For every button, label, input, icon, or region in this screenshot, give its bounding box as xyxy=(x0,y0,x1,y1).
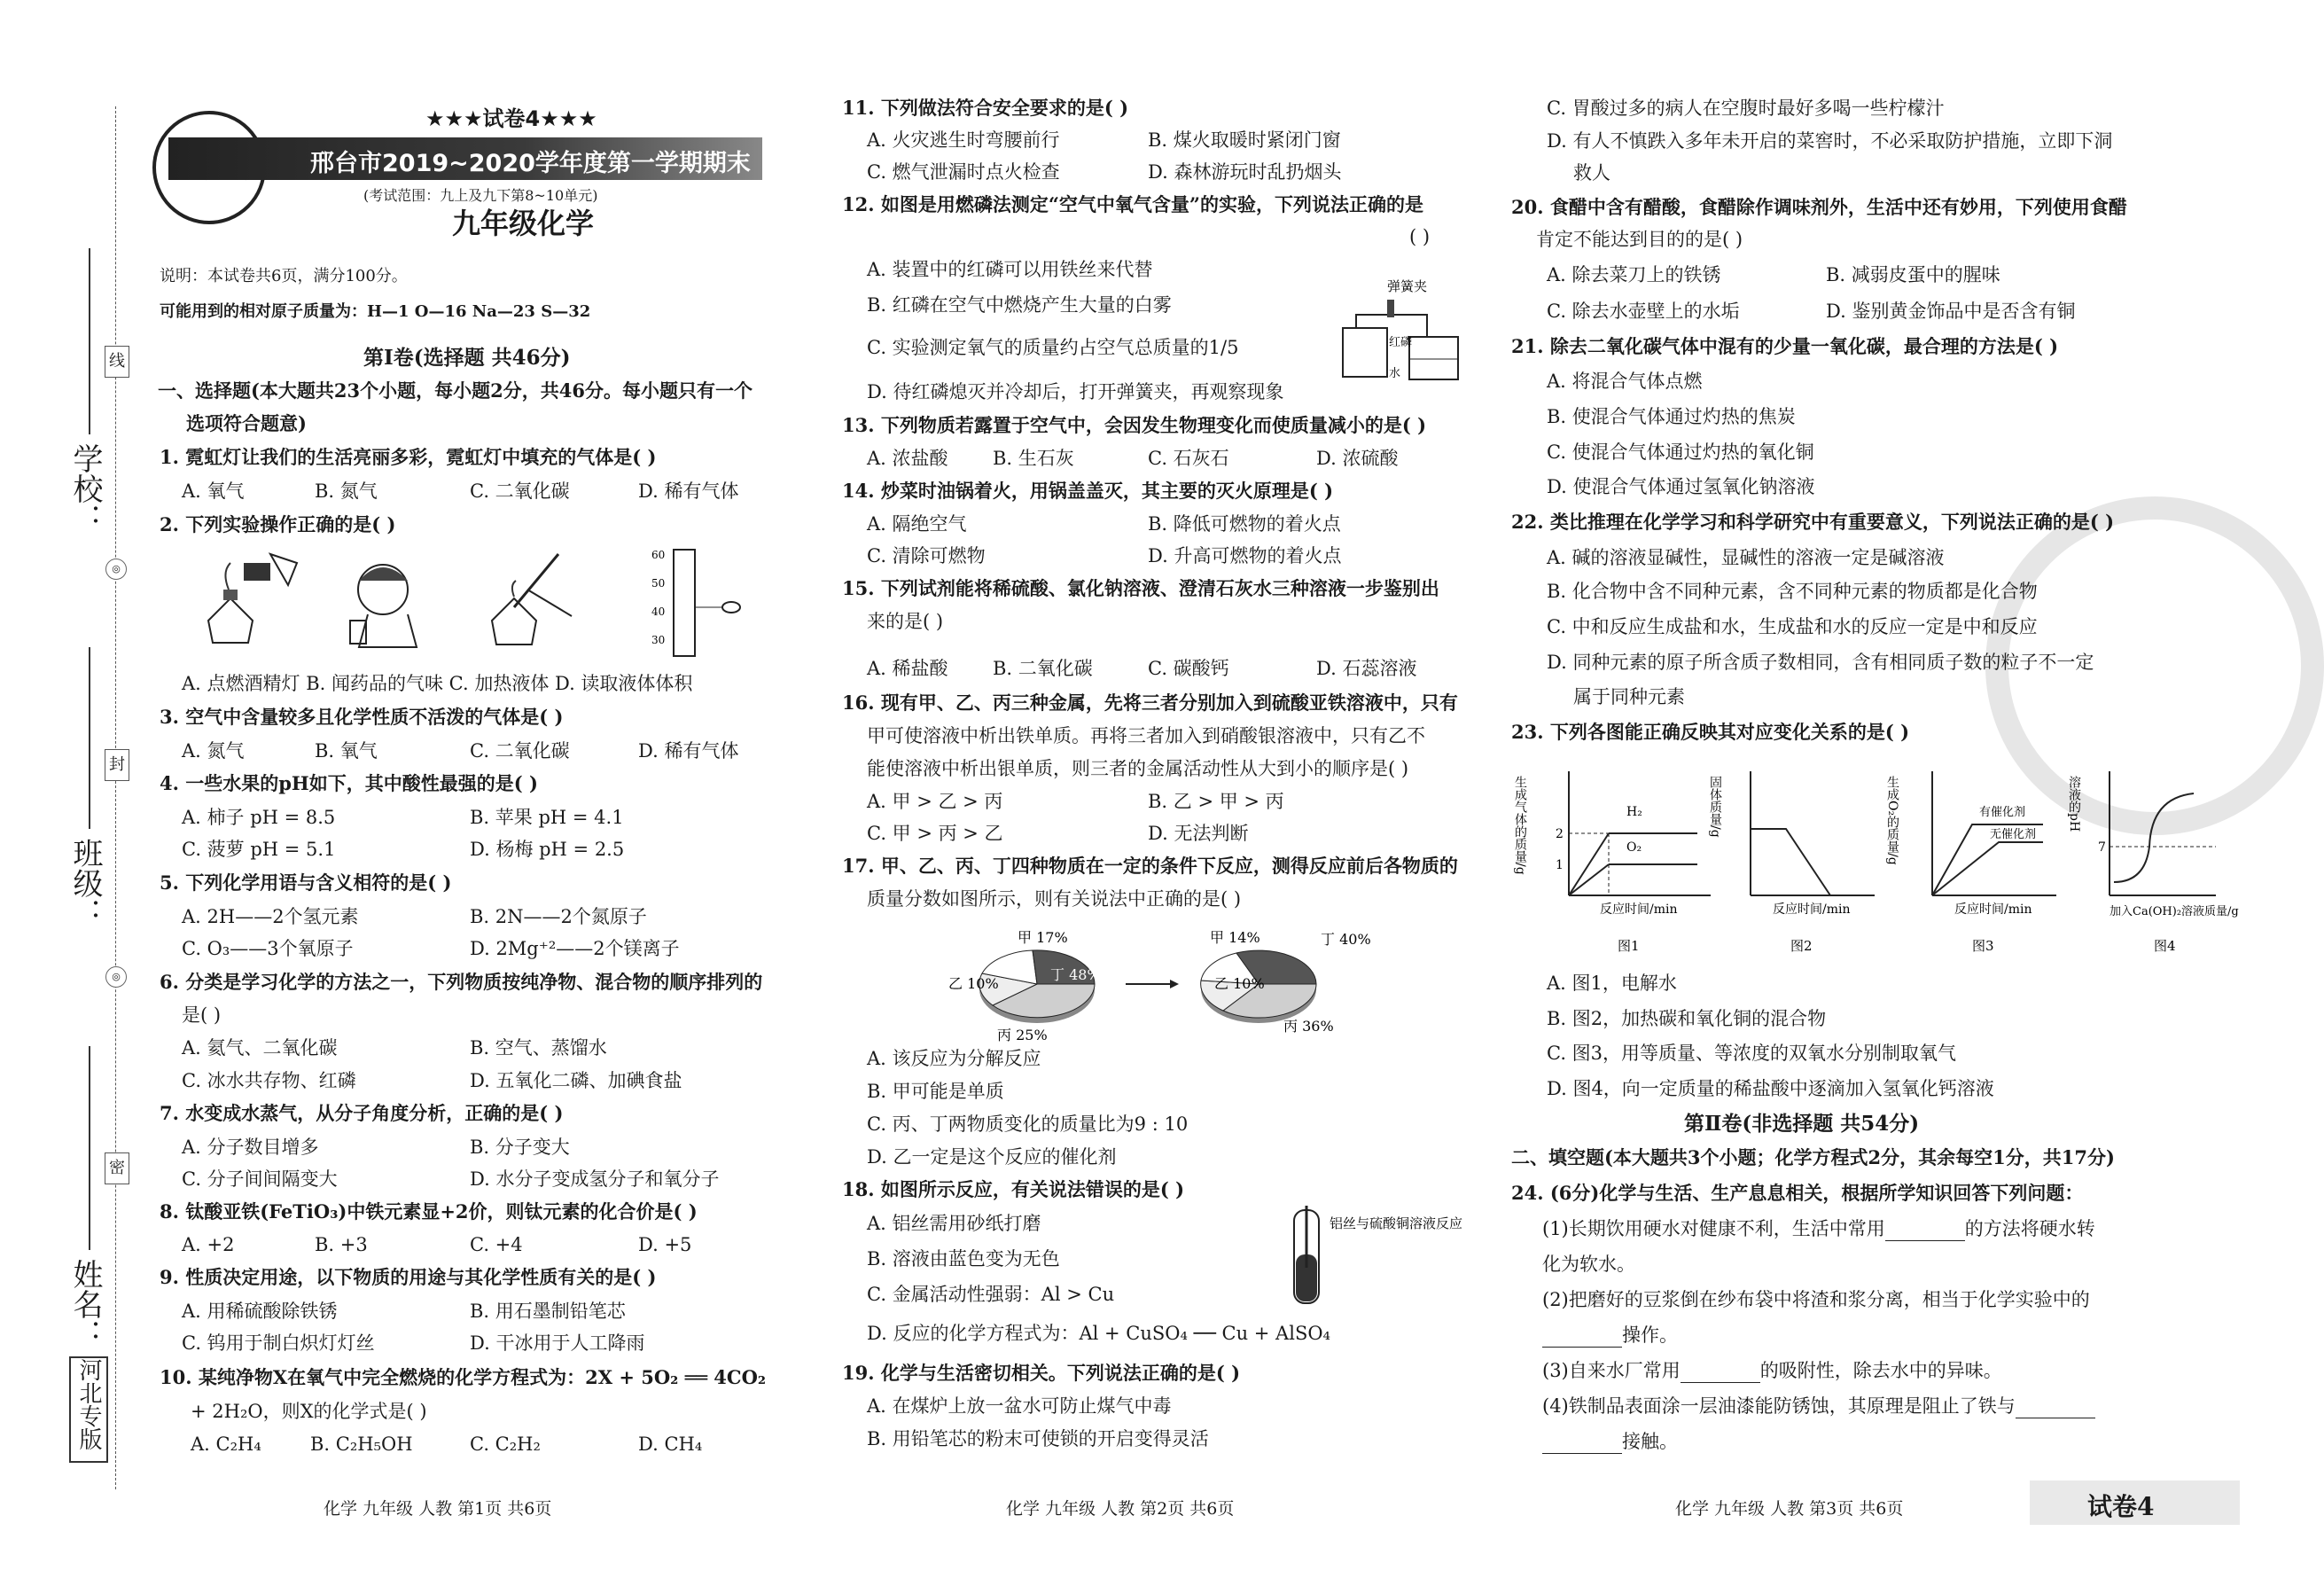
province-text: 河北专版 xyxy=(75,1358,102,1450)
option: D. 石蕊溶液 xyxy=(1316,658,1417,679)
question-15-cont: 来的是( ) xyxy=(867,611,944,632)
graph-4 xyxy=(2067,771,2239,954)
question-10-cont: + 2H₂O，则X的化学式是( ) xyxy=(191,1401,427,1422)
option: A. 稀盐酸 xyxy=(867,658,948,679)
option: B. 减弱皮蛋中的腥味 xyxy=(1826,264,2000,285)
q24-1 xyxy=(1542,1216,2095,1241)
question-7: 7. 水变成水蒸气，从分子角度分析，正确的是( ) xyxy=(160,1102,564,1124)
part1-title: 第Ⅰ卷(选择题 共46分) xyxy=(363,346,571,370)
series-label: O₂ xyxy=(1626,840,1642,855)
option: C. 丙、丁两物质变化的质量比为9 : 10 xyxy=(867,1113,1189,1135)
option: B. 二氧化碳 xyxy=(993,658,1093,679)
answer-blank[interactable] xyxy=(1542,1435,1622,1454)
axis-label: 加入Ca(OH)₂溶液质量/g xyxy=(2110,905,2239,918)
option-cont: 救人 xyxy=(1573,162,1610,184)
part1-section-cont: 选项符合题意) xyxy=(186,412,307,434)
option: B. 溶液由蓝色变为无色 xyxy=(867,1248,1060,1270)
axis-label: 溶液的pH xyxy=(2067,776,2081,832)
tick-label: 2 xyxy=(1556,827,1564,841)
option: D. 待红磷熄灭并冷却后，打开弹簧夹，再观察现象 xyxy=(867,381,1284,402)
axis-label: 固体质量/g xyxy=(1708,776,1722,838)
figure-caption: 图2 xyxy=(1790,938,1813,954)
option: C. 图3，用等质量、等浓度的双氧水分别制取氧气 xyxy=(1547,1043,1957,1064)
option: A. C₂H₄ xyxy=(191,1434,261,1455)
option: B. 乙 > 甲 > 丙 xyxy=(1148,791,1284,812)
option: B. 分子变大 xyxy=(470,1137,570,1158)
option: C. O₃——3个氧原子 xyxy=(182,938,354,959)
option: C. 钨用于制白炽灯灯丝 xyxy=(182,1332,375,1354)
tick-label: 30 xyxy=(651,634,666,646)
question-20: 20. 食醋中含有醋酸，食醋除作调味剂外，生活中还有妙用，下列使用食醋 xyxy=(1511,196,2127,218)
figure-caption: 图4 xyxy=(2154,938,2176,954)
question-22: 22. 类比推理在化学学习和科学研究中有重要意义，下列说法正确的是( ) xyxy=(1511,511,2115,533)
smelling-person-icon xyxy=(350,565,417,647)
answer-bracket: ( ) xyxy=(1409,226,1431,247)
option: D. 干冰用于人工降雨 xyxy=(470,1332,645,1354)
axis-label: 生成气体的质量/g xyxy=(1513,776,1527,875)
q24-2-cont xyxy=(1542,1323,1678,1348)
figure-caption: 图3 xyxy=(1972,938,1994,954)
binding-margin xyxy=(0,0,155,1586)
graph-2 xyxy=(1708,771,1875,954)
question-21: 21. 除去二氧化碳气体中混有的少量一氧化碳，最合理的方法是( ) xyxy=(1511,335,2059,357)
pie-label: 丁 40% xyxy=(1321,931,1371,948)
option: A. 柿子 pH = 8.5 xyxy=(182,807,336,828)
option: C. 冰水共存物、红磷 xyxy=(182,1070,356,1091)
pie-label: 甲 14% xyxy=(1210,929,1260,946)
binding-hole-icon: ◎ xyxy=(105,559,127,580)
red-p-label: 红磷 xyxy=(1389,336,1413,349)
option: A. 甲 > 乙 > 丙 xyxy=(867,791,1003,812)
option: A. 氮气 xyxy=(182,740,245,762)
option: A. 该反应为分解反应 xyxy=(867,1048,1041,1069)
question-16-cont: 能使溶液中析出银单质，则三者的金属活动性从大到小的顺序是( ) xyxy=(867,758,1409,779)
option: B. 生石灰 xyxy=(993,448,1074,469)
option: C. 二氧化碳 xyxy=(470,740,570,762)
page-footer-3: 化学 九年级 人教 第3页 共6页 xyxy=(1675,1499,1904,1519)
axis-label: 反应时间/min xyxy=(1773,902,1851,917)
pie-label: 乙 10% xyxy=(1214,975,1265,992)
atomic-mass-line: 可能用到的相对原子质量为：H—1 O—16 Na—23 S—32 xyxy=(160,302,591,321)
option: C. 菠萝 pH = 5.1 xyxy=(182,839,336,860)
answer-blank[interactable] xyxy=(2016,1400,2095,1418)
heating-tube-icon xyxy=(492,554,572,645)
pie-label: 乙 10% xyxy=(948,975,999,992)
school-field[interactable] xyxy=(89,248,90,434)
school-label: 学校： xyxy=(67,443,103,534)
q24-3 xyxy=(1542,1358,2002,1383)
option: A. 浓盐酸 xyxy=(867,448,948,469)
option: D. 稀有气体 xyxy=(638,740,739,762)
question-15: 15. 下列试剂能将稀硫酸、氯化钠溶液、澄清石灰水三种溶液一步鉴别出 xyxy=(842,577,1439,599)
q24-2: (2)把磨好的豆浆倒在纱布袋中将渣和浆分离，相当于化学实验中的 xyxy=(1542,1289,2090,1310)
seal-line xyxy=(115,106,116,1489)
question-3: 3. 空气中含量较多且化学性质不活泼的气体是( ) xyxy=(160,706,564,728)
part1-section: 一、选择题(本大题共23个小题，每小题2分，共46分。每小题只有一个 xyxy=(158,379,753,402)
option: B. 2N——2个氮原子 xyxy=(470,906,647,927)
series-label: 无催化剂 xyxy=(1990,828,2037,841)
question-6: 6. 分类是学习化学的方法之一，下列物质按纯净物、混合物的顺序排列的 xyxy=(160,971,763,993)
option: D. 杨梅 pH = 2.5 xyxy=(470,839,625,860)
name-label: 姓名： xyxy=(67,1259,103,1349)
series-label: 有催化剂 xyxy=(1979,806,2026,819)
exam-scope: (考试范围：九上及九下第8~10单元) xyxy=(363,187,598,204)
q17-pie-charts xyxy=(948,926,1392,1042)
q24-4 xyxy=(1542,1394,2095,1418)
option: C. +4 xyxy=(470,1234,523,1255)
question-16-cont: 甲可使溶液中析出铁单质。再将三者加入到硝酸银溶液中，只有乙不 xyxy=(867,725,1425,746)
line-ph xyxy=(2114,793,2194,882)
q24-3-text: (3)自来水厂常用 xyxy=(1542,1360,1681,1381)
option: C. 除去水壶壁上的水垢 xyxy=(1547,301,1740,322)
option: A. 图1，电解水 xyxy=(1547,973,1677,994)
q24-3-text: 的吸附性，除去水中的异味。 xyxy=(1759,1360,2002,1381)
option: B. 红磷在空气中燃烧产生大量的白雾 xyxy=(867,294,1172,316)
option: B. 苹果 pH = 4.1 xyxy=(470,807,624,828)
q24-4-cont xyxy=(1542,1429,1678,1454)
graph-3 xyxy=(1885,771,2056,954)
q24-4-text: (4)铁制品表面涂一层油漆能防锈蚀，其原理是阻止了铁与 xyxy=(1542,1395,2016,1417)
binding-hole-icon: ◎ xyxy=(105,966,127,988)
option: B. 甲可能是单质 xyxy=(867,1081,1004,1102)
option: B. C₂H₅OH xyxy=(310,1434,413,1455)
axis-label: 反应时间/min xyxy=(1954,902,2032,917)
q2-figures xyxy=(177,545,815,665)
q24-1-cont: 化为软水。 xyxy=(1542,1254,1635,1275)
option: A. 分子数目增多 xyxy=(182,1137,319,1158)
option: A. 装置中的红磷可以用铁丝来代替 xyxy=(867,259,1153,280)
question-24: 24. (6分)化学与生活、生产息息相关，根据所学知识回答下列问题： xyxy=(1511,1182,2084,1204)
option: A. 将混合气体点燃 xyxy=(1547,371,1703,392)
option: D. 森林游玩时乱扔烟头 xyxy=(1148,161,1342,183)
option: D. 稀有气体 xyxy=(638,480,739,502)
option: D. 浓硫酸 xyxy=(1316,448,1399,469)
exam-note: 说明：本试卷共6页，满分100分。 xyxy=(160,267,408,285)
line-o2 xyxy=(1569,864,1609,895)
graduated-cylinder-icon xyxy=(651,549,740,656)
q24-4-text: 接触。 xyxy=(1622,1431,1678,1452)
water-label: 水 xyxy=(1389,367,1401,380)
question-18: 18. 如图所示反应，有关说法错误的是( ) xyxy=(842,1178,1185,1200)
tick-label: 7 xyxy=(2098,840,2106,855)
tick-label: 40 xyxy=(651,605,666,618)
pie-label: 丙 25% xyxy=(997,1027,1048,1043)
q24-2-text: 操作。 xyxy=(1622,1324,1678,1346)
option: C. 石灰石 xyxy=(1148,448,1229,469)
question-13: 13. 下列物质若露置于空气中，会因发生物理变化而使质量减小的是( ) xyxy=(842,414,1427,436)
option: B. 氮气 xyxy=(315,480,378,502)
option: C. 碳酸钙 xyxy=(1148,658,1229,679)
answer-blank[interactable] xyxy=(1681,1364,1760,1383)
option: D. 无法判断 xyxy=(1148,823,1249,844)
option: A. 2H——2个氢元素 xyxy=(182,906,359,927)
q2-options: A. 点燃酒精灯 B. 闻药品的气味 C. 加热液体 D. 读取液体体积 xyxy=(182,673,693,694)
page-footer-2: 化学 九年级 人教 第2页 共6页 xyxy=(1006,1499,1235,1519)
option: B. 空气、蒸馏水 xyxy=(470,1037,607,1059)
question-11: 11. 下列做法符合安全要求的是( ) xyxy=(842,97,1129,119)
line-no-catalyst xyxy=(1932,842,2043,895)
paper-tag-text: 试卷4 xyxy=(2087,1492,2155,1521)
q18-test-tube xyxy=(1290,1206,1467,1312)
option: B. 煤火取暖时紧闭门窗 xyxy=(1148,129,1341,151)
question-12: 12. 如图是用燃磷法测定“空气中氧气含量”的实验，下列说法正确的是 xyxy=(842,193,1424,215)
exam-title: 邢台市2019~2020学年度第一学期期末考试试题 xyxy=(310,150,751,212)
option: D. 使混合气体通过氢氧化钠溶液 xyxy=(1547,476,1815,497)
option: A. 隔绝空气 xyxy=(867,513,967,535)
option: D. 升高可燃物的着火点 xyxy=(1148,545,1342,566)
q24-1-text: 的方法将硬水转 xyxy=(1964,1218,2095,1239)
option: D. 有人不慎跌入多年未开启的菜窖时，不必采取防护措施，立即下洞 xyxy=(1547,130,2113,152)
option: B. 使混合气体通过灼热的焦炭 xyxy=(1547,406,1796,427)
series-label: H₂ xyxy=(1626,805,1642,819)
pie-label: 丙 36% xyxy=(1283,1018,1334,1035)
part2-title: 第Ⅱ卷(非选择题 共54分) xyxy=(1684,1112,1920,1136)
question-20-cont: 肯定不能达到目的的是( ) xyxy=(1536,229,1743,250)
option: C. 中和反应生成盐和水，生成盐和水的反应一定是中和反应 xyxy=(1547,616,2038,637)
option-cont: 属于同种元素 xyxy=(1573,686,1685,707)
option: B. 图2，加热碳和氧化铜的混合物 xyxy=(1547,1008,1827,1029)
option: D. 水分子变成氢分子和氧分子 xyxy=(470,1168,720,1190)
option: C. 使混合气体通过灼热的氧化铜 xyxy=(1547,441,1814,463)
option: D. 同种元素的原子所含质子数相同，含有相同质子数的粒子不一定 xyxy=(1547,652,2094,673)
axis-label: 反应时间/min xyxy=(1600,902,1678,917)
part2-section: 二、填空题(本大题共3个小题；化学方程式2分，其余每空1分，共17分) xyxy=(1511,1146,2115,1168)
option: A. 除去菜刀上的铁锈 xyxy=(1547,264,1721,285)
question-16: 16. 现有甲、乙、丙三种金属，先将三者分别加入到硫酸亚铁溶液中，只有 xyxy=(842,691,1458,714)
answer-blank[interactable] xyxy=(1542,1329,1622,1348)
option: A. 铝丝需用砂纸打磨 xyxy=(867,1213,1041,1234)
question-2: 2. 下列实验操作正确的是( ) xyxy=(160,513,396,535)
question-5: 5. 下列化学用语与含义相符的是( ) xyxy=(160,871,452,894)
option: D. 乙一定是这个反应的催化剂 xyxy=(867,1146,1117,1168)
option: D. 2Mg⁺²——2个镁离子 xyxy=(470,938,680,959)
class-label: 班级： xyxy=(67,838,103,928)
province-badge xyxy=(69,1356,108,1463)
question-4: 4. 一些水果的pH如下，其中酸性最强的是( ) xyxy=(160,772,538,794)
option: A. 氧气 xyxy=(182,480,245,502)
option: A. 碱的溶液显碱性，显碱性的溶液一定是碱溶液 xyxy=(1547,547,1945,568)
option: D. +5 xyxy=(638,1234,692,1255)
option: B. 用石墨制铅笔芯 xyxy=(470,1301,626,1322)
option: B. 氧气 xyxy=(315,740,378,762)
figure-caption: 图1 xyxy=(1618,938,1640,954)
option: B. 降低可燃物的着火点 xyxy=(1148,513,1341,535)
question-19: 19. 化学与生活密切相关。下列说法正确的是( ) xyxy=(842,1362,1241,1384)
paper-series: ★★★试卷4★★★ xyxy=(425,106,597,131)
alcohol-lamp-icon xyxy=(208,554,297,643)
option: C. 二氧化碳 xyxy=(470,480,570,502)
question-23: 23. 下列各图能正确反映其对应变化关系的是( ) xyxy=(1511,721,1910,743)
question-6-cont: 是( ) xyxy=(182,1004,222,1026)
name-field[interactable] xyxy=(89,1046,90,1250)
seal-mark-feng: 封 xyxy=(105,749,129,781)
question-17-cont: 质量分数如图所示，则有关说法中正确的是( ) xyxy=(867,888,1242,910)
question-17: 17. 甲、乙、丙、丁四种物质在一定的条件下反应，测得反应前后各物质的 xyxy=(842,855,1458,877)
option: A. 用稀硫酸除铁锈 xyxy=(182,1301,338,1322)
option: A. 火灾逃生时弯腰前行 xyxy=(867,129,1060,151)
answer-blank[interactable] xyxy=(1885,1223,1965,1241)
option: A. +2 xyxy=(182,1234,235,1255)
pie-label: 丁 48% xyxy=(1050,966,1101,983)
subject-title: 九年级化学 xyxy=(452,207,595,240)
question-14: 14. 炒菜时油锅着火，用锅盖盖灭，其主要的灭火原理是( ) xyxy=(842,480,1334,502)
option: A. 在煤炉上放一盆水可防止煤气中毒 xyxy=(867,1395,1172,1417)
option: D. 鉴别黄金饰品中是否含有铜 xyxy=(1826,301,2076,322)
question-8: 8. 钛酸亚铁(FeTiO₃)中铁元素显+2价，则钛元素的化合价是( ) xyxy=(160,1200,698,1223)
option: C. 甲 > 丙 > 乙 xyxy=(867,823,1003,844)
option: D. 反应的化学方程式为：Al + CuSO₄ ── Cu + AlSO₄ xyxy=(867,1323,1330,1344)
option: D. CH₄ xyxy=(638,1434,703,1455)
paper-tag xyxy=(2030,1481,2240,1525)
option: B. 化合物中含不同种元素，含不同种元素的物质都是化合物 xyxy=(1547,581,2038,602)
option: B. +3 xyxy=(315,1234,368,1255)
class-field[interactable] xyxy=(89,647,90,829)
question-10: 10. 某纯净物X在氧气中完全燃烧的化学方程式为：2X + 5O₂ ══ 4CO₂ xyxy=(160,1366,767,1388)
line-solid-mass xyxy=(1751,829,1830,895)
option: A. 氦气、二氧化碳 xyxy=(182,1037,338,1059)
option: C. 胃酸过多的病人在空腹时最好多喝一些柠檬汁 xyxy=(1547,98,1945,119)
q18-label: 铝丝与硫酸铜溶液反应 xyxy=(1330,1215,1463,1231)
question-1: 1. 霓虹灯让我们的生活亮丽多彩，霓虹灯中填充的气体是( ) xyxy=(160,446,657,468)
option: D. 五氧化二磷、加碘食盐 xyxy=(470,1070,682,1091)
option: C. 分子间间隔变大 xyxy=(182,1168,338,1190)
option: C. 实验测定氧气的质量约占空气总质量的1/5 xyxy=(867,337,1239,358)
seal-mark-xian: 线 xyxy=(105,346,129,378)
line-h2 xyxy=(1569,833,1609,895)
option: C. C₂H₂ xyxy=(470,1434,541,1455)
option: D. 图4，向一定质量的稀盐酸中逐滴加入氢氧化钙溶液 xyxy=(1547,1078,1994,1099)
seal-mark-mi: 密 xyxy=(105,1152,129,1184)
option: C. 燃气泄漏时点火检查 xyxy=(867,161,1060,183)
q24-1-text: (1)长期饮用硬水对健康不利，生活中常用 xyxy=(1542,1218,1885,1239)
pie-label: 甲 17% xyxy=(1018,929,1068,946)
question-9: 9. 性质决定用途，以下物质的用途与其化学性质有关的是( ) xyxy=(160,1266,657,1288)
tick-label: 50 xyxy=(651,577,666,590)
graph-1 xyxy=(1513,771,1711,954)
q12-apparatus xyxy=(1334,275,1476,386)
tick-label: 1 xyxy=(1556,858,1564,872)
tick-label: 60 xyxy=(651,549,666,561)
page-footer-1: 化学 九年级 人教 第1页 共6页 xyxy=(324,1499,552,1519)
q23-graphs xyxy=(1513,762,2239,966)
option: B. 用铅笔芯的粉末可使锁的开启变得灵活 xyxy=(867,1428,1209,1449)
option: C. 金属活动性强弱：Al > Cu xyxy=(867,1284,1115,1305)
spring-clip-label: 弹簧夹 xyxy=(1387,278,1428,294)
option: C. 清除可燃物 xyxy=(867,545,986,566)
axis-label: 生成O₂的质量/g xyxy=(1885,776,1899,865)
